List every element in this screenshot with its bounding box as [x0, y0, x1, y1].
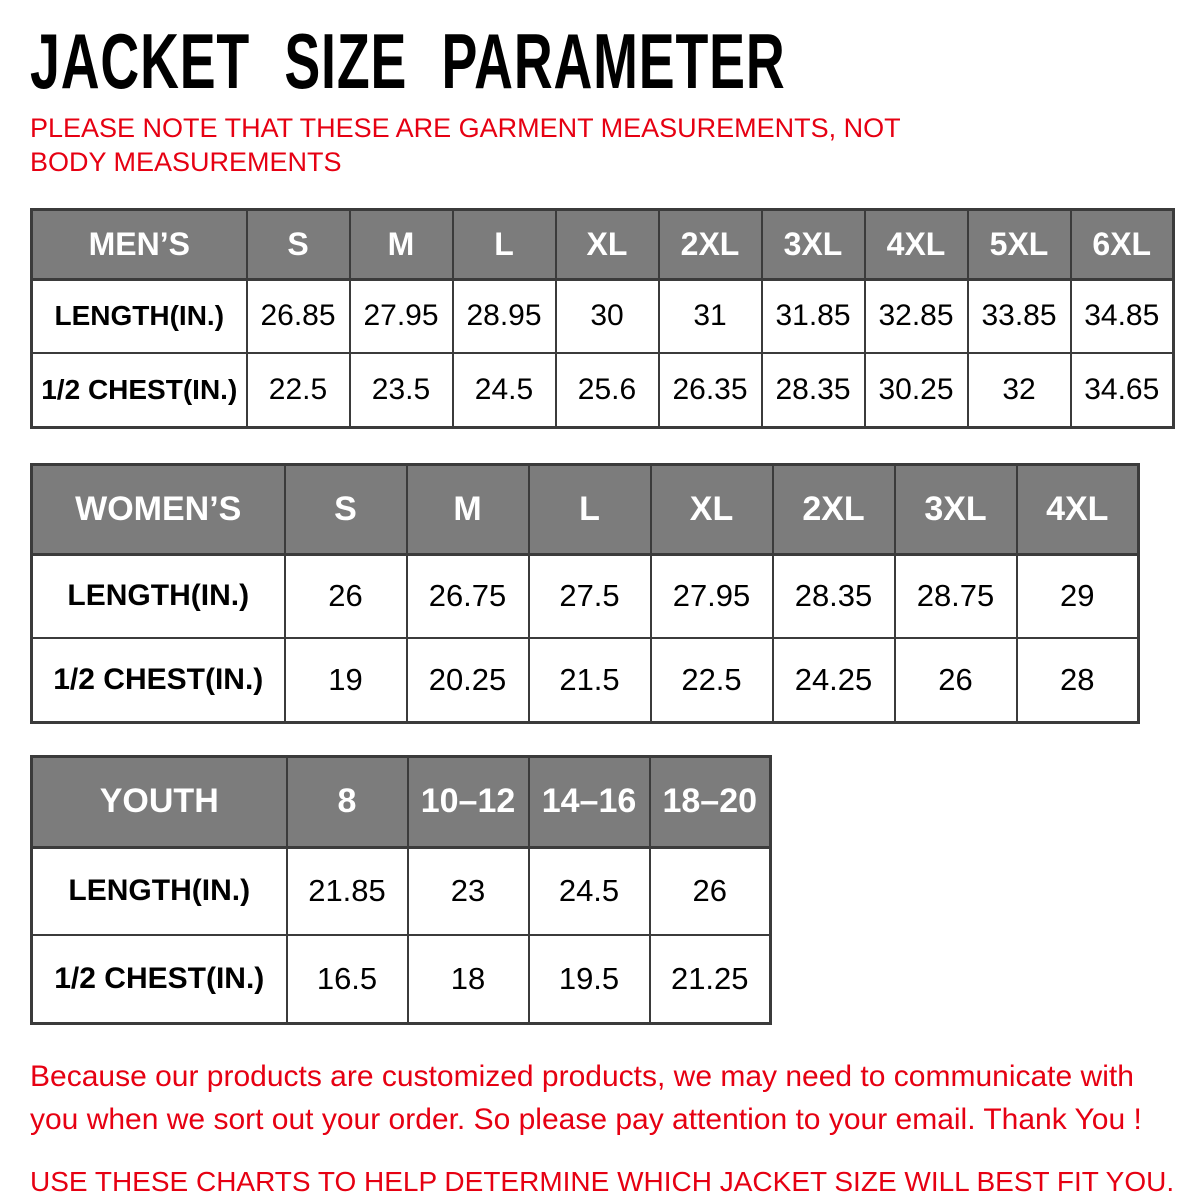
youth-table-title: YOUTH	[32, 756, 287, 847]
row-label: LENGTH(IN.)	[32, 279, 247, 353]
value-cell: 26	[895, 638, 1017, 722]
value-cell: 25.6	[556, 353, 659, 427]
youth-header-row	[32, 756, 771, 847]
value-cell: 27.95	[651, 554, 773, 638]
size-header-cell: 3XL	[895, 464, 1017, 554]
mens-chest-row	[32, 353, 1174, 427]
row-label: 1/2 CHEST(IN.)	[32, 935, 287, 1023]
value-cell: 24.25	[773, 638, 895, 722]
size-header-cell: 3XL	[762, 209, 865, 279]
value-cell: 16.5	[287, 935, 408, 1023]
size-header-cell: 2XL	[773, 464, 895, 554]
value-cell: 34.85	[1071, 279, 1174, 353]
value-cell: 34.65	[1071, 353, 1174, 427]
custom-order-note: Because our products are customized products, we may need to communicate with you when we sort out your order. So please pay attention to your email. Thank You !	[30, 1059, 1142, 1136]
value-cell: 20.25	[407, 638, 529, 722]
womens-table-title: WOMEN’S	[32, 464, 285, 554]
youth-chest-row	[32, 935, 771, 1023]
size-header-cell: S	[247, 209, 350, 279]
mens-header-row	[32, 209, 1174, 279]
value-cell: 22.5	[247, 353, 350, 427]
page-title: JACKET SIZE PARAMETER	[30, 17, 786, 106]
row-label: 1/2 CHEST(IN.)	[32, 353, 247, 427]
value-cell: 26.85	[247, 279, 350, 353]
value-cell: 18	[408, 935, 529, 1023]
row-label: LENGTH(IN.)	[32, 554, 285, 638]
value-cell: 26	[285, 554, 407, 638]
row-label: LENGTH(IN.)	[32, 847, 287, 935]
value-cell: 33.85	[968, 279, 1071, 353]
size-header-cell: XL	[556, 209, 659, 279]
value-cell: 26	[650, 847, 771, 935]
womens-size-table	[30, 463, 1140, 724]
size-header-cell: 14–16	[529, 756, 650, 847]
value-cell: 24.5	[529, 847, 650, 935]
value-cell: 22.5	[651, 638, 773, 722]
value-cell: 29	[1017, 554, 1139, 638]
value-cell: 32.85	[865, 279, 968, 353]
value-cell: 21.85	[287, 847, 408, 935]
value-cell: 26.35	[659, 353, 762, 427]
chart-usage-note: USE THESE CHARTS TO HELP DETERMINE WHICH JACKET SIZE WILL BEST FIT YOU.	[30, 1165, 1175, 1197]
value-cell: 21.5	[529, 638, 651, 722]
value-cell: 23	[408, 847, 529, 935]
size-header-cell: 4XL	[1017, 464, 1139, 554]
size-header-cell: 18–20	[650, 756, 771, 847]
value-cell: 26.75	[407, 554, 529, 638]
row-label: 1/2 CHEST(IN.)	[32, 638, 285, 722]
value-cell: 28	[1017, 638, 1139, 722]
womens-header-row	[32, 464, 1139, 554]
size-header-cell: 10–12	[408, 756, 529, 847]
womens-chest-row	[32, 638, 1139, 722]
size-header-cell: 4XL	[865, 209, 968, 279]
size-header-cell: L	[529, 464, 651, 554]
size-header-cell: M	[407, 464, 529, 554]
womens-length-row	[32, 554, 1139, 638]
size-header-cell: L	[453, 209, 556, 279]
value-cell: 19	[285, 638, 407, 722]
value-cell: 28.95	[453, 279, 556, 353]
value-cell: 31.85	[762, 279, 865, 353]
size-header-cell: M	[350, 209, 453, 279]
value-cell: 30.25	[865, 353, 968, 427]
title-wrap	[30, 17, 1175, 106]
value-cell: 28.75	[895, 554, 1017, 638]
size-header-cell: S	[285, 464, 407, 554]
size-header-cell: XL	[651, 464, 773, 554]
value-cell: 23.5	[350, 353, 453, 427]
mens-length-row	[32, 279, 1174, 353]
size-header-cell: 2XL	[659, 209, 762, 279]
value-cell: 28.35	[762, 353, 865, 427]
value-cell: 24.5	[453, 353, 556, 427]
value-cell: 30	[556, 279, 659, 353]
value-cell: 27.5	[529, 554, 651, 638]
value-cell: 31	[659, 279, 762, 353]
garment-measurement-note: PLEASE NOTE THAT THESE ARE GARMENT MEASUREMENTS, NOT BODY MEASUREMENTS	[30, 113, 901, 177]
youth-size-table	[30, 755, 772, 1025]
size-header-cell: 5XL	[968, 209, 1071, 279]
value-cell: 28.35	[773, 554, 895, 638]
value-cell: 21.25	[650, 935, 771, 1023]
value-cell: 19.5	[529, 935, 650, 1023]
size-header-cell: 6XL	[1071, 209, 1174, 279]
value-cell: 32	[968, 353, 1071, 427]
size-header-cell: 8	[287, 756, 408, 847]
value-cell: 27.95	[350, 279, 453, 353]
mens-size-table	[30, 208, 1175, 429]
mens-table-title: MEN’S	[32, 209, 247, 279]
youth-length-row	[32, 847, 771, 935]
